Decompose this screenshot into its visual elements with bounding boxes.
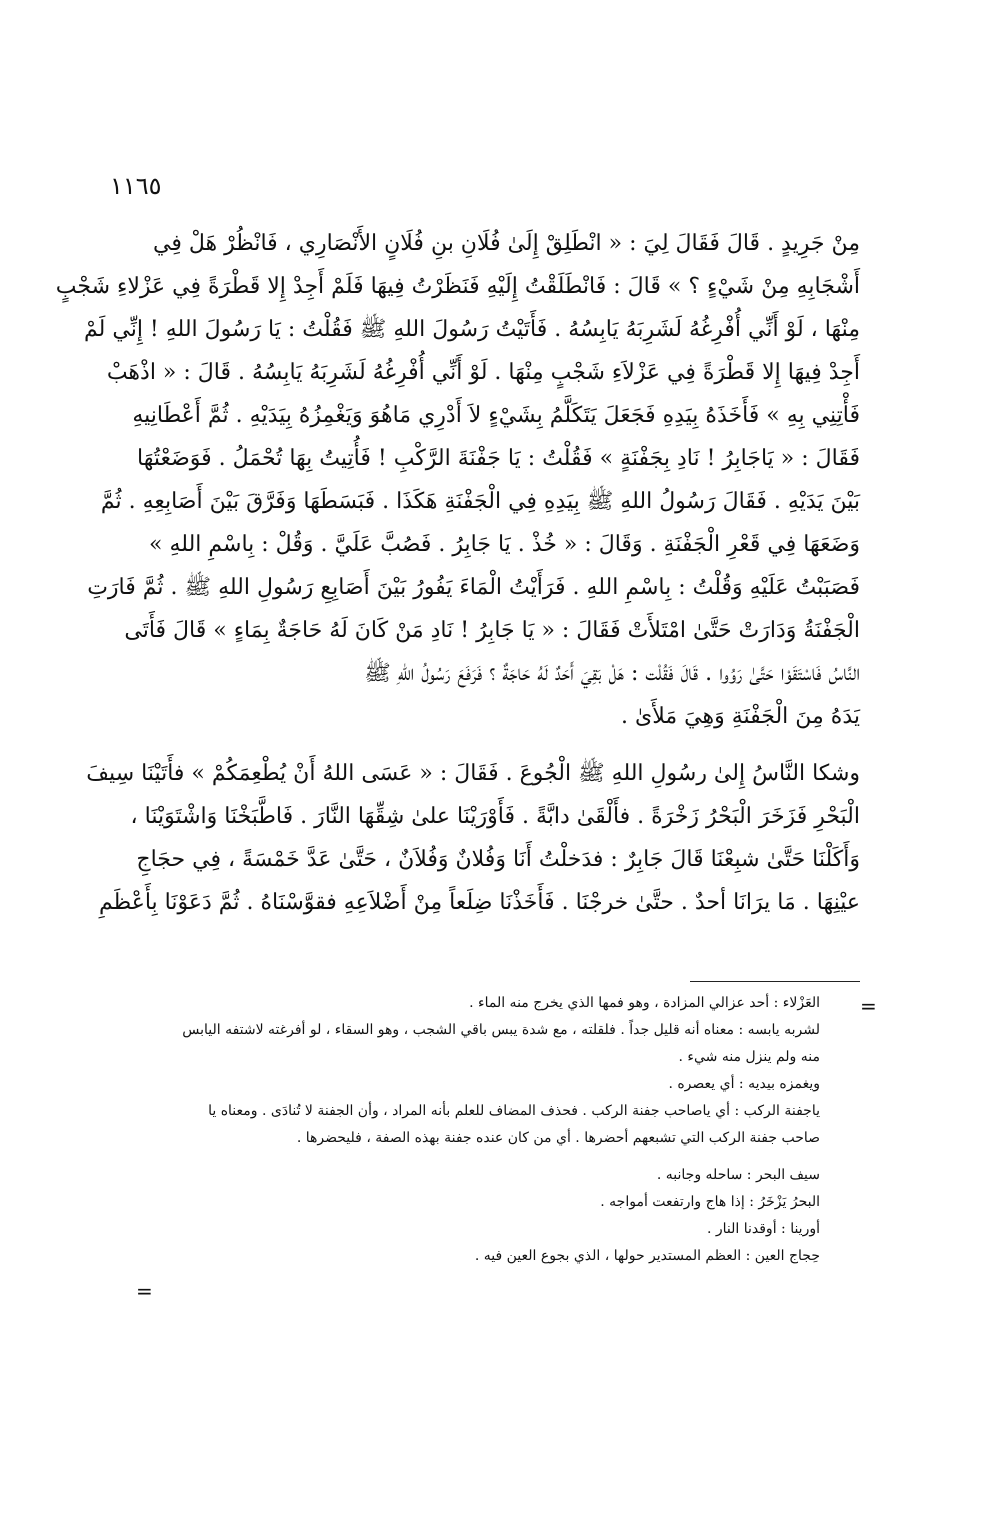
- text-line: مِنْ جَرِيدٍ . قَالَ فَقَالَ لِيَ : « انْطَلِقْ إِلَىٰ فُلَانِ بنِ فُلَانٍ الأَنْصَارِي ، فَانْظُرْ هَلْ فِي: [153, 231, 860, 256]
- continuation-mark-bottom: =: [136, 1279, 153, 1303]
- text-line: وَأَكَلْنَا حَتَّىٰ شبِعْنَا قَالَ جَابِرٌ : فدَخلْتُ أَنَا وَفُلانٌ وَفُلاَنٌ ، حَتَّىٰ عَدَّ خَمْسَةً ، فِي حجَاجِ: [136, 847, 860, 872]
- footnote-divider: [690, 981, 860, 982]
- text-line: مِنْهَا ، لَوْ أَنِّي أُفْرِغُهُ لَشَرِبَهُ يَابِسُهُ . فَأَتَيْتُ رَسُولَ اللهِ ﷺ فَقُلْتُ : يَا رَسُولَ اللهِ ! إِنِّي لَمْ: [84, 317, 860, 342]
- text-line: فَصَبَبْتُ عَلَيْهِ وَقُلْتُ : بِاسْمِ اللهِ . فَرَأَيْتُ الْمَاءَ يَفُورُ بَيْنَ أَصَابِعِ رَسُولِ اللهِ ﷺ . ثُمَّ فَارَتِ: [87, 575, 860, 600]
- continuation-mark-top: =: [860, 994, 877, 1018]
- footnote-line: سيف البحر : ساحله وجانبه .: [656, 1167, 820, 1183]
- text-line: فَقَالَ : « يَاجَابِرُ ! نَادِ بِجَفْنَةٍ » فَقُلْتُ : يَا جَفْنَةَ الرَّكْبِ ! فَأُتِيتُ بِهَا تُحْمَلُ . فَوَضَعْتُهَا: [137, 446, 860, 471]
- footnote-line: منه ولم ينزل منه شيء .: [678, 1049, 820, 1065]
- main-text: [55, 222, 860, 924]
- text-line: الْبَحْرِ فَزَخَرَ الْبَحْرُ زَخْرَةً . فأَلْقَىٰ دابَّةً . فَأَوْرَيْنَا علىٰ شِقِّهَا النَّارَ . فَاطَّبَخْنَا وَاشْتَوَيْنَا ،: [130, 804, 860, 829]
- footnote-line: أورينا : أوقدنا النار .: [706, 1221, 820, 1237]
- footnote-line: ويغمزه بيديه : أي يعصره .: [668, 1076, 820, 1092]
- footnote-line: صاحب جفنة الركب التي تشبعهم أحضرها . أي من كان عنده جفنة بهذه الصفة ، فليحضرها .: [296, 1130, 820, 1146]
- text-line: بَيْنَ يَدَيْهِ . فَقَالَ رَسُولُ اللهِ ﷺ بِيَدِهِ فِي الْجَفْنَةِ هَكَذَا . فَبَسَطَهَا وَفَرَّقَ بَيْنَ أَصَابِعِهِ . ثُمَّ: [100, 489, 860, 514]
- text-line: أَشْجَابِهِ مِنْ شَيْءٍ ؟ » قَالَ : فَانْطَلَقْتُ إِلَيْهِ فَنَظَرْتُ فِيهَا فَلَمْ أَجِدْ إِلا قَطْرَةً فِي عَزْلاءِ شَجْبٍ: [55, 274, 860, 299]
- footnote-line: حِجاج العين : العظم المستدير حولها ، الذي بجوع العين فيه .: [474, 1248, 820, 1264]
- footnote-line: لشربه يابسه : معناه أنه قليل جداً . فلقلته ، مع شدة يبس باقي الشجب ، وهو السقاء ، لو أفرغته لاشتفه اليابس: [182, 1022, 820, 1038]
- text-line: وشكا النَّاسُ إِلىٰ رسُولِ اللهِ ﷺ الْجُوعَ . فَقَالَ : « عَسَى اللهُ أَنْ يُطْعِمَكُمْ » فأَتَيْنَا سِيفَ: [86, 761, 860, 786]
- footnote-line: العَزْلاء : أحد عزالي المزادة ، وهو فمها الذي يخرج منه الماء .: [469, 995, 820, 1011]
- text-line: يَدَهُ مِنَ الْجَفْنَةِ وَهِيَ مَلأَىٰ .: [621, 704, 860, 729]
- text-line: النَّاسُ فَاسْتَقَوْا حَتَّىٰ رَوُوا . قَالَ فَقُلْت : هَلْ بَقِيَ أَحَدٌ لَهُ حَاجَةٌ ؟ فَرَفَعَ رَسُولُ اللهِ ﷺ: [364, 661, 860, 686]
- page-number: ١١٦٥: [110, 172, 162, 200]
- footnote-line: البحرُ يَزْخَرُ : إذا هاج وارتفعت أمواجه .: [600, 1194, 820, 1210]
- footnote-line: ياجفنة الركب : أي ياصاحب جفنة الركب . فحذف المضاف للعلم بأنه المراد ، وأن الجفنة لا تُنادَى . ومعناه يا: [208, 1103, 820, 1119]
- text-line: فَأْتِنِي بِهِ » فَأَخَذَهُ بِيَدِهِ فَجَعَلَ يَتَكَلَّمُ بِشَيْءٍ لاَ أَدْرِي مَاهُوَ وَيَغْمِزُهُ بِيَدَيْهِ . ثُمَّ أَعْطَانِيهِ: [132, 403, 860, 428]
- footnotes: [148, 990, 820, 1270]
- text-line: الْجَفْنَةُ وَدَارَتْ حَتَّىٰ امْتَلأَتْ فَقَالَ : « يَا جَابِرُ ! نَادِ مَنْ كَانَ لَهُ حَاجَةٌ بِمَاءٍ » قَالَ فَأَتَى: [124, 618, 860, 643]
- text-line: وَضَعَهَا فِي قَعْرِ الْجَفْنَةِ . وَقَالَ : « خُذْ . يَا جَابِرُ . فَصُبَّ عَلَيَّ . وَقُلْ : بِاسْمِ اللهِ »: [149, 532, 860, 557]
- text-line: عيْنِهَا . مَا يرَانَا أحدٌ . حتَّىٰ خرجْنَا . فَأَخَذْنَا ضِلَعاً مِنْ أَضْلاَعِهِ فقوَّسْنَاهُ . ثُمَّ دَعَوْنَا بِأَعْظَمِ: [99, 890, 860, 915]
- text-line: أَجِدْ فِيهَا إِلا قَطْرَةً فِي عَزْلاَءِ شَجْبٍ مِنْهَا . لَوْ أَنِّي أُفْرِغُهُ لَشَرِبَهُ يَابِسُهُ . قَالَ : « اذْهَبْ: [106, 360, 860, 385]
